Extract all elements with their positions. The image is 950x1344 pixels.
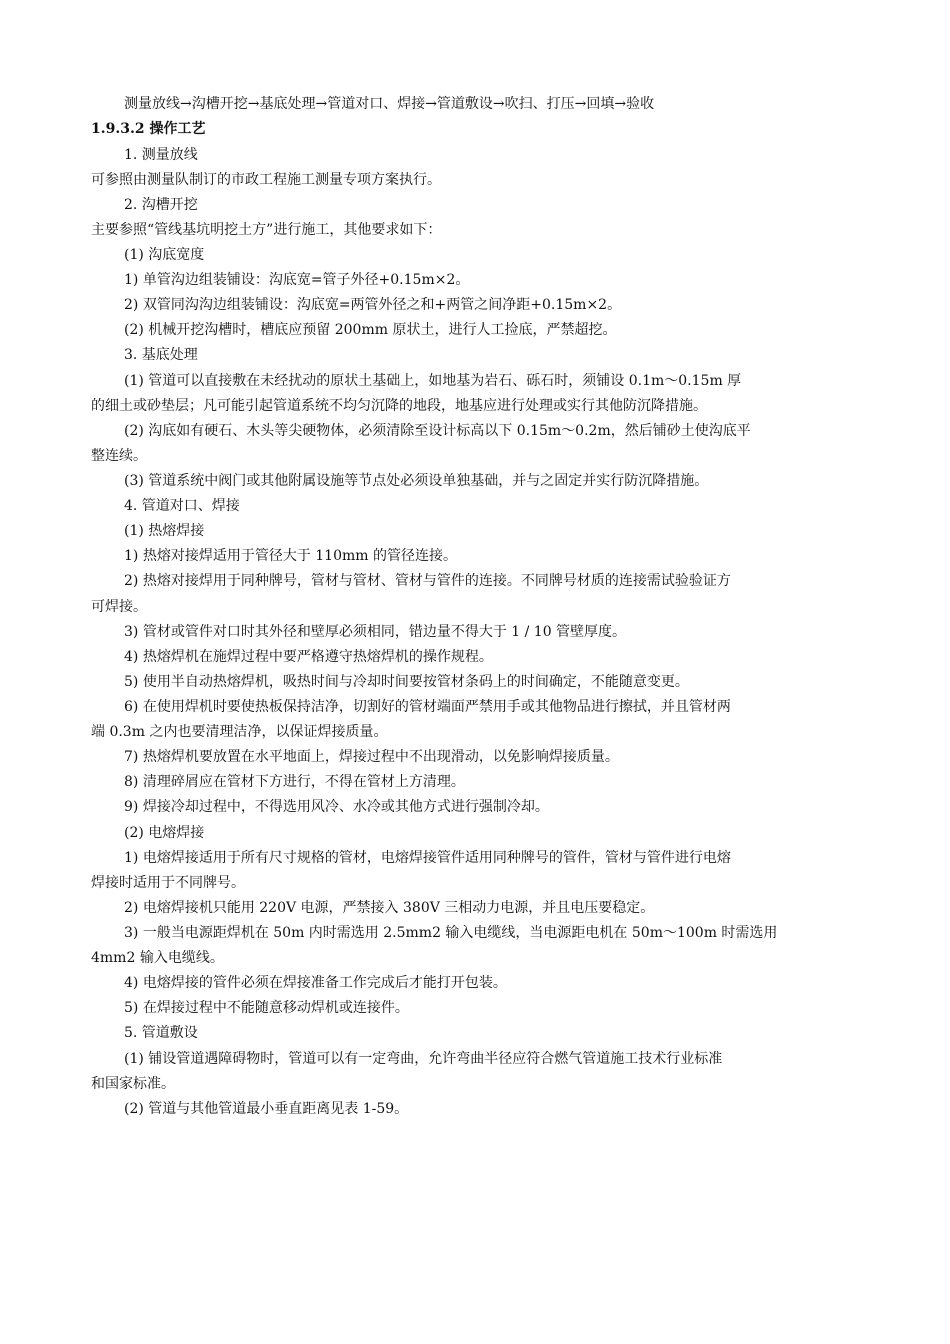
paragraph-line: 端 0.3m 之内也要清理洁净，以保证焊接质量。 — [91, 724, 388, 740]
item-line: (1) 热熔焊接 — [124, 523, 205, 539]
paragraph-line: 整连续。 — [91, 448, 147, 464]
item-line: 2) 电熔焊接机只能用 220V 电源，严禁接入 380V 三相动力电源，并且电压要稳定。 — [124, 900, 655, 916]
paragraph-line: 4mm2 输入电缆线。 — [91, 950, 224, 966]
item-line: 8) 清理碎屑应在管材下方进行，不得在管材上方清理。 — [124, 774, 465, 790]
item-line: 1) 热熔对接焊适用于管径大于 110mm 的管径连接。 — [124, 548, 457, 564]
item-line: 3) 一般当电源距焊机在 50m 内时需选用 2.5mm2 输入电缆线，当电源距电机在 50m～100m 时需选用 — [124, 925, 778, 941]
paragraph-line: 主要参照“管线基坑明挖土方”进行施工，其他要求如下： — [91, 222, 442, 238]
item-line: (1) 沟底宽度 — [124, 247, 205, 263]
process-flow-line: 测量放线→沟槽开挖→基底处理→管道对口、焊接→管道敷设→吹扫、打压→回填→验收 — [124, 96, 655, 112]
paragraph-line: 的细土或砂垫层；凡可能引起管道系统不均匀沉降的地段，地基应进行处理或实行其他防沉降措施。 — [91, 398, 707, 414]
item-line: (1) 铺设管道遇障碍物时，管道可以有一定弯曲，允许弯曲半径应符合燃气管道施工技术行业标准 — [124, 1051, 723, 1067]
subheading-survey: 1. 测量放线 — [124, 147, 198, 163]
item-line: (1) 管道可以直接敷在未经扰动的原状土基础上，如地基为岩石、砾石时，须铺设 0.1m～0.15m 厚 — [124, 373, 742, 389]
item-line: (2) 机械开挖沟槽时，槽底应预留 200mm 原状土，进行人工捡底，严禁超挖。 — [124, 322, 617, 338]
item-line: 7) 热熔焊机要放置在水平地面上，焊接过程中不出现滑动，以免影响焊接质量。 — [124, 749, 619, 765]
paragraph-line: 焊接时适用于不同牌号。 — [91, 875, 245, 891]
item-line: 9) 焊接冷却过程中，不得选用风冷、水冷或其他方式进行强制冷却。 — [124, 799, 549, 815]
paragraph-line: 可焊接。 — [91, 599, 147, 615]
item-line: 5) 使用半自动热熔焊机，吸热时间与冷却时间要按管材条码上的时间确定，不能随意变更。 — [124, 674, 689, 690]
paragraph-line: 和国家标准。 — [91, 1076, 175, 1092]
paragraph-line: 可参照由测量队制订的市政工程施工测量专项方案执行。 — [91, 172, 441, 188]
item-line: 2) 双管同沟沟边组装铺设：沟底宽=两管外径之和+两管之间净距+0.15m×2。 — [124, 297, 622, 313]
item-line: (2) 沟底如有硬石、木头等尖硬物体，必须清除至设计标高以下 0.15m～0.2m，然后铺砂土使沟底平 — [124, 423, 751, 439]
item-line: (2) 管道与其他管道最小垂直距离见表 1-59。 — [124, 1101, 409, 1117]
item-line: 6) 在使用焊机时要使热板保持洁净，切割好的管材端面严禁用手或其他物品进行擦拭，并且管材两 — [124, 699, 731, 715]
subheading-laying: 5. 管道敷设 — [124, 1025, 198, 1041]
item-line: (3) 管道系统中阀门或其他附属设施等节点处必须设单独基础，并与之固定并实行防沉降措施。 — [124, 473, 709, 489]
item-line: 3) 管材或管件对口时其外径和壁厚必须相同，错边量不得大于 1 / 10 管壁厚度。 — [124, 624, 627, 640]
item-line: 4) 电熔焊接的管件必须在焊接准备工作完成后才能打开包装。 — [124, 975, 507, 991]
item-line: 5) 在焊接过程中不能随意移动焊机或连接件。 — [124, 1000, 409, 1016]
subheading-base: 3. 基底处理 — [124, 347, 198, 363]
subheading-welding: 4. 管道对口、焊接 — [124, 498, 240, 514]
item-line: (2) 电熔焊接 — [124, 825, 205, 841]
section-heading: 1.9.3.2 操作工艺 — [91, 121, 206, 137]
item-line: 2) 热熔对接焊用于同种牌号，管材与管材、管材与管件的连接。不同牌号材质的连接需试验验证方 — [124, 573, 731, 589]
item-line: 1) 单管沟边组装铺设：沟底宽=管子外径+0.15m×2。 — [124, 272, 470, 288]
subheading-trench: 2. 沟槽开挖 — [124, 197, 198, 213]
item-line: 1) 电熔焊接适用于所有尺寸规格的管材，电熔焊接管件适用同种牌号的管件，管材与管件进行电熔 — [124, 850, 731, 866]
item-line: 4) 热熔焊机在施焊过程中要严格遵守热熔焊机的操作规程。 — [124, 649, 493, 665]
